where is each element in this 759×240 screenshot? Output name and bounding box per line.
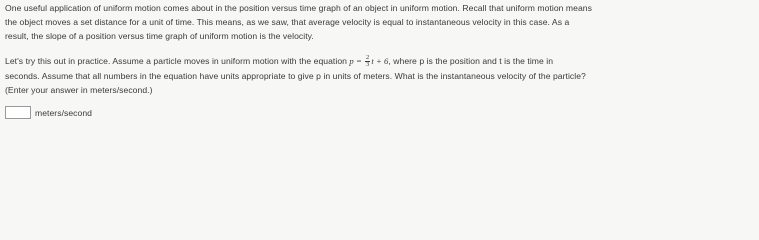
equation-lhs: p = xyxy=(349,55,365,66)
problem-line-3: (Enter your answer in meters/second.) xyxy=(5,85,153,95)
intro-line-3: result, the slope of a position versus time graph of uniform motion is the velocity. xyxy=(5,31,314,41)
problem-line-1 xyxy=(5,55,553,68)
answer-input[interactable] xyxy=(5,106,31,119)
problem-line-2: seconds. Assume that all numbers in the equation have units appropriate to give p in units of meters. What is the instantaneous velocity of the particle? xyxy=(5,71,586,81)
equation-fraction xyxy=(365,55,370,68)
intro-line-2: the object moves a set distance for a unit of time. This means, as we saw, that average velocity is equal to instantaneous velocity in this case. As a xyxy=(5,17,570,27)
problem-text-before-equation: Let's try this out in practice. Assume a particle moves in uniform motion with the equation xyxy=(5,55,350,66)
answer-units-label: meters/second xyxy=(35,108,93,118)
problem-text-after-equation: , where p is the position and t is the time in xyxy=(388,55,554,66)
equation-rhs: t + 6 xyxy=(371,55,389,66)
fraction-numerator: 2 xyxy=(366,54,370,61)
intro-line-1: One useful application of uniform motion comes about in the position versus time graph of an object in uniform motion. Recall that uniform motion means xyxy=(5,3,592,13)
fraction-denominator: 3 xyxy=(366,61,370,68)
